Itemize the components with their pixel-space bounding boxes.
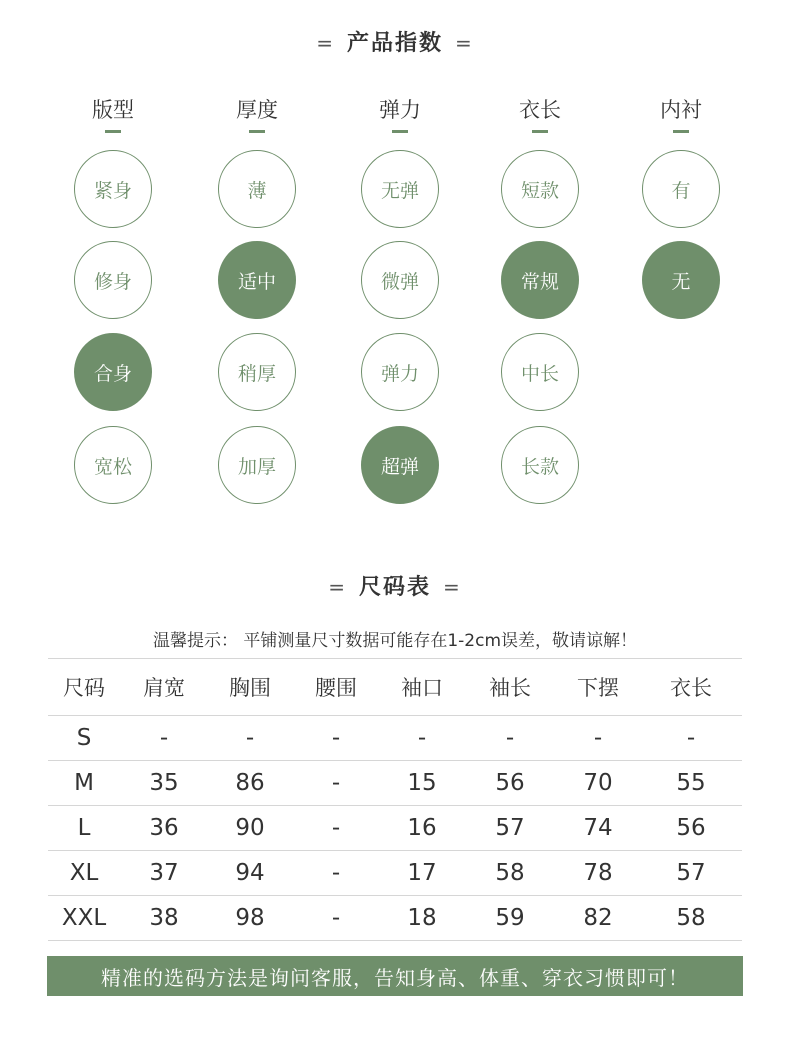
measurement-cell: 38: [120, 896, 208, 941]
index-option: 微弹: [361, 241, 439, 319]
measurement-cell: 59: [464, 896, 556, 941]
index-option-selected: 合身: [74, 333, 152, 411]
size-table-header: [48, 659, 742, 716]
index-option: 加厚: [218, 426, 296, 504]
measurement-tip: 温馨提示： 平铺测量尺寸数据可能存在1-2cm误差，敬请谅解！: [152, 631, 638, 651]
measurement-cell: 15: [380, 761, 464, 806]
measurement-cell: -: [292, 851, 380, 896]
index-column-label: 内衬: [631, 94, 731, 133]
table-row: [48, 896, 742, 941]
measurement-cell: 58: [464, 851, 556, 896]
measurement-cell: 57: [464, 806, 556, 851]
measurement-cell: -: [120, 716, 208, 761]
measurement-cell: -: [292, 716, 380, 761]
measurement-cell: 37: [120, 851, 208, 896]
size-label-cell: M: [48, 761, 120, 806]
measurement-cell: 16: [380, 806, 464, 851]
index-column-label: 衣长: [490, 94, 590, 133]
measurement-cell: 90: [208, 806, 292, 851]
index-option: 薄: [218, 150, 296, 228]
size-column-header: 衣长: [640, 659, 742, 716]
column-underline: [392, 130, 408, 133]
sizing-advice-banner: 精准的选码方法是询问客服，告知身高、体重、穿衣习惯即可！: [47, 956, 743, 996]
index-option: 修身: [74, 241, 152, 319]
size-column-header: 胸围: [208, 659, 292, 716]
size-column-header: 腰围: [292, 659, 380, 716]
index-column-label: 版型: [63, 94, 163, 133]
index-option-selected: 无: [642, 241, 720, 319]
index-option-selected: 超弹: [361, 426, 439, 504]
index-option-selected: 常规: [501, 241, 579, 319]
measurement-cell: -: [556, 716, 640, 761]
measurement-cell: 70: [556, 761, 640, 806]
size-chart-title: = 尺码表 =: [328, 575, 462, 600]
measurement-cell: 56: [640, 806, 742, 851]
column-underline: [105, 130, 121, 133]
column-underline: [532, 130, 548, 133]
size-table: [48, 658, 742, 941]
measurement-cell: 78: [556, 851, 640, 896]
measurement-cell: -: [380, 716, 464, 761]
index-column-label: 厚度: [207, 94, 307, 133]
index-option: 长款: [501, 426, 579, 504]
measurement-cell: 98: [208, 896, 292, 941]
index-option: 宽松: [74, 426, 152, 504]
index-column-label: 弹力: [350, 94, 450, 133]
measurement-cell: 86: [208, 761, 292, 806]
index-option: 稍厚: [218, 333, 296, 411]
measurement-cell: -: [292, 806, 380, 851]
size-label-cell: L: [48, 806, 120, 851]
size-column-header: 尺码: [48, 659, 120, 716]
measurement-cell: 35: [120, 761, 208, 806]
index-option: 中长: [501, 333, 579, 411]
table-row: [48, 761, 742, 806]
measurement-cell: -: [464, 716, 556, 761]
measurement-cell: 57: [640, 851, 742, 896]
product-index-title: = 产品指数 =: [316, 31, 474, 56]
table-row: [48, 716, 742, 761]
measurement-cell: 18: [380, 896, 464, 941]
size-column-header: 肩宽: [120, 659, 208, 716]
index-option: 无弹: [361, 150, 439, 228]
measurement-cell: -: [640, 716, 742, 761]
index-option: 有: [642, 150, 720, 228]
measurement-cell: -: [292, 896, 380, 941]
measurement-cell: 58: [640, 896, 742, 941]
measurement-cell: 94: [208, 851, 292, 896]
size-column-header: 袖口: [380, 659, 464, 716]
column-underline: [673, 130, 689, 133]
measurement-cell: -: [208, 716, 292, 761]
table-row: [48, 806, 742, 851]
size-label-cell: XL: [48, 851, 120, 896]
measurement-cell: 17: [380, 851, 464, 896]
index-option-selected: 适中: [218, 241, 296, 319]
index-option: 短款: [501, 150, 579, 228]
size-column-header: 下摆: [556, 659, 640, 716]
table-row: [48, 851, 742, 896]
measurement-cell: 55: [640, 761, 742, 806]
index-option: 弹力: [361, 333, 439, 411]
measurement-cell: -: [292, 761, 380, 806]
measurement-cell: 56: [464, 761, 556, 806]
size-column-header: 袖长: [464, 659, 556, 716]
size-label-cell: XXL: [48, 896, 120, 941]
measurement-cell: 82: [556, 896, 640, 941]
size-label-cell: S: [48, 716, 120, 761]
column-underline: [249, 130, 265, 133]
index-option: 紧身: [74, 150, 152, 228]
measurement-cell: 74: [556, 806, 640, 851]
measurement-cell: 36: [120, 806, 208, 851]
